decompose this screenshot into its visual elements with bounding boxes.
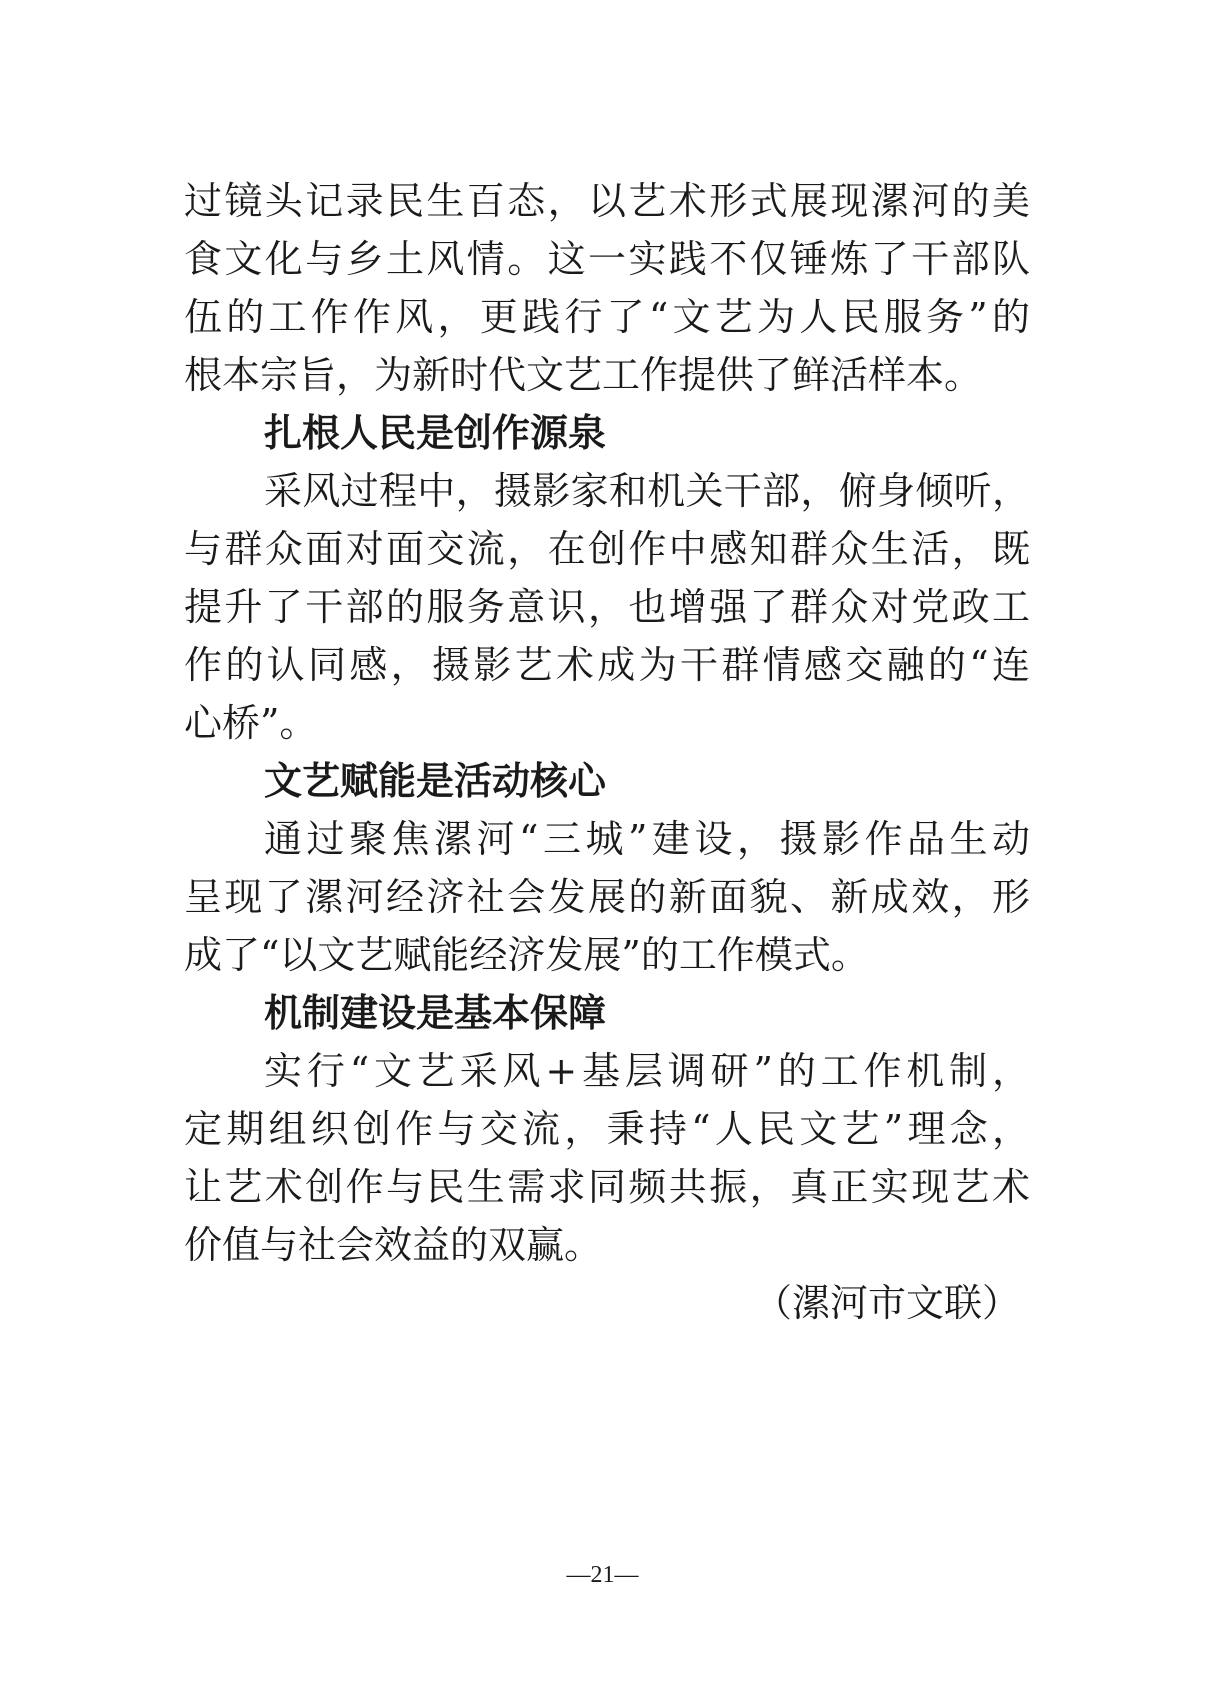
paragraph-line: 心桥”。 <box>184 701 318 745</box>
paragraph-line: 食文化与乡土风情。这一实践不仅锤炼了干部队 <box>184 237 1030 281</box>
paragraph-line: 让艺术创作与民生需求同频共振，真正实现艺术 <box>184 1165 1030 1209</box>
section-heading: 扎根人民是创作源泉 <box>264 410 607 455</box>
paragraph-line: 作的认同感，摄影艺术成为干群情感交融的“连 <box>184 643 1030 687</box>
paragraph-line: 与群众面对面交流，在创作中感知群众生活，既 <box>184 527 1030 571</box>
paragraph-line: 定期组织创作与交流，秉持“人民文艺”理念， <box>184 1107 1030 1151</box>
document-page <box>184 172 1030 1332</box>
section-heading: 文艺赋能是活动核心 <box>264 758 607 803</box>
paragraph-line: 价值与社会效益的双赢。 <box>184 1223 603 1267</box>
paragraph-line: 过镜头记录民生百态，以艺术形式展现漯河的美 <box>184 179 1030 223</box>
author-signature: （漯河市文联） <box>753 1281 1020 1325</box>
paragraph-line: 实行“文艺采风+基层调研”的工作机制， <box>264 1049 1030 1093</box>
paragraph-line: 采风过程中，摄影家和机关干部，俯身倾听， <box>264 469 1030 513</box>
section-heading: 机制建设是基本保障 <box>264 990 607 1035</box>
paragraph-line: 呈现了漯河经济社会发展的新面貌、新成效，形 <box>184 875 1030 919</box>
page-number: —21— <box>566 1562 639 1588</box>
paragraph-line: 通过聚焦漯河“三城”建设，摄影作品生动 <box>264 817 1030 861</box>
paragraph-line: 根本宗旨，为新时代文艺工作提供了鲜活样本。 <box>184 353 983 397</box>
article-body <box>184 172 1030 1332</box>
paragraph-line: 提升了干部的服务意识，也增强了群众对党政工 <box>184 585 1030 629</box>
paragraph-line: 成了“以文艺赋能经济发展”的工作模式。 <box>184 933 869 977</box>
paragraph-line: 伍的工作作风，更践行了“文艺为人民服务”的 <box>184 295 1030 339</box>
